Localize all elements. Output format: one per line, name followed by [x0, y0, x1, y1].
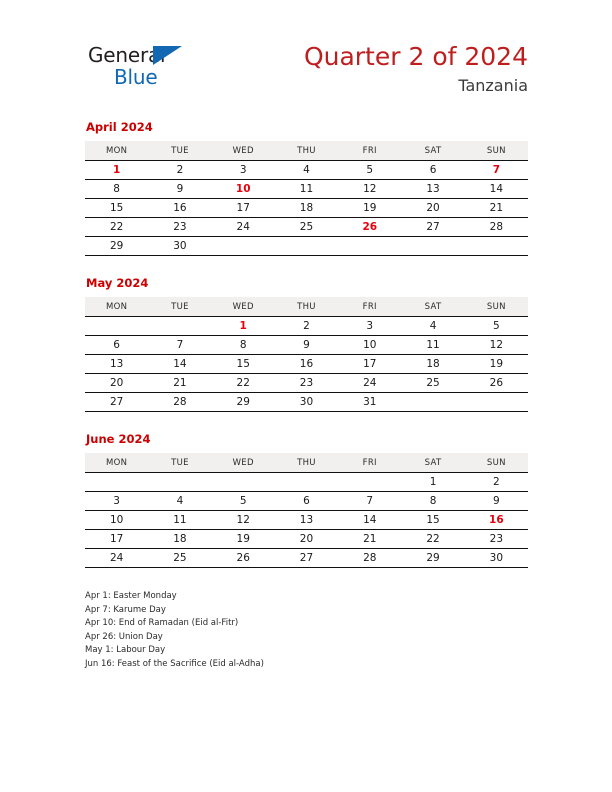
calendar-day-cell[interactable]: 28 [465, 218, 528, 237]
calendar-day-cell[interactable]: 27 [401, 218, 464, 237]
calendar-day-cell[interactable]: 17 [212, 199, 275, 218]
calendar-day-cell[interactable]: 7 [338, 492, 401, 511]
calendar-day-cell[interactable]: 12 [212, 511, 275, 530]
calendar-day-cell[interactable]: 1 [401, 473, 464, 492]
calendar-day-cell[interactable]: 26 [212, 549, 275, 568]
calendar-day-cell[interactable]: 25 [275, 218, 338, 237]
calendar-day-cell[interactable]: 2 [148, 161, 211, 180]
calendar-empty-cell [465, 393, 528, 412]
calendar-day-cell[interactable]: 5 [338, 161, 401, 180]
calendar-day-cell[interactable]: 22 [85, 218, 148, 237]
calendar-day-cell[interactable]: 16 [465, 511, 528, 530]
weekday-header-wed: WED [212, 141, 275, 161]
calendar-week-row [85, 473, 528, 492]
calendar-empty-cell [148, 317, 211, 336]
calendar-day-cell[interactable]: 28 [338, 549, 401, 568]
calendar-table [85, 297, 528, 412]
month-title: May 2024 [86, 276, 149, 290]
calendar-empty-cell [275, 237, 338, 256]
calendar-empty-cell [212, 473, 275, 492]
calendar-day-cell[interactable]: 1 [212, 317, 275, 336]
weekday-header-sat: SAT [401, 141, 464, 161]
calendar-day-cell[interactable]: 24 [212, 218, 275, 237]
calendar-day-cell[interactable]: 22 [212, 374, 275, 393]
calendar-day-cell[interactable]: 29 [212, 393, 275, 412]
calendar-day-cell[interactable]: 30 [465, 549, 528, 568]
weekday-header-thu: THU [275, 141, 338, 161]
calendar-day-cell[interactable]: 12 [465, 336, 528, 355]
holiday-note: May 1: Labour Day [85, 645, 166, 655]
weekday-header-fri: FRI [338, 453, 401, 473]
calendar-week-row [85, 549, 528, 568]
calendar-empty-cell [465, 237, 528, 256]
calendar-week-row [85, 161, 528, 180]
calendar-week-row [85, 199, 528, 218]
calendar-day-cell[interactable]: 8 [85, 180, 148, 199]
calendar-day-cell[interactable]: 16 [148, 199, 211, 218]
calendar-day-cell[interactable]: 21 [465, 199, 528, 218]
calendar-day-cell[interactable]: 4 [148, 492, 211, 511]
calendar-day-cell[interactable]: 15 [212, 355, 275, 374]
weekday-header-tue: TUE [148, 297, 211, 317]
calendar-day-cell[interactable]: 20 [85, 374, 148, 393]
logo-secondary-text: Blue [114, 65, 158, 89]
calendar-day-cell[interactable]: 4 [275, 161, 338, 180]
calendar-week-row [85, 180, 528, 199]
month-block [85, 276, 528, 412]
calendar-day-cell[interactable]: 9 [465, 492, 528, 511]
calendar-day-cell[interactable]: 17 [85, 530, 148, 549]
weekday-header-row [85, 297, 528, 317]
calendar-day-cell[interactable]: 15 [85, 199, 148, 218]
calendar-day-cell[interactable]: 25 [148, 549, 211, 568]
calendar-day-cell[interactable]: 21 [148, 374, 211, 393]
calendar-week-row [85, 393, 528, 412]
calendar-day-cell[interactable]: 18 [275, 199, 338, 218]
calendar-day-cell[interactable]: 18 [401, 355, 464, 374]
calendar-day-cell[interactable]: 2 [275, 317, 338, 336]
calendar-day-cell[interactable]: 25 [401, 374, 464, 393]
calendar-week-row [85, 237, 528, 256]
calendar-day-cell[interactable]: 27 [275, 549, 338, 568]
calendar-day-cell[interactable]: 7 [465, 161, 528, 180]
calendar-day-cell[interactable]: 26 [338, 218, 401, 237]
calendar-day-cell[interactable]: 1 [85, 161, 148, 180]
calendar-week-row [85, 218, 528, 237]
calendar-day-cell[interactable]: 9 [275, 336, 338, 355]
general-blue-logo[interactable] [88, 44, 208, 92]
holiday-note: Apr 26: Union Day [85, 631, 163, 642]
calendar-week-row [85, 492, 528, 511]
calendar-day-cell[interactable]: 23 [148, 218, 211, 237]
calendar-empty-cell [85, 473, 148, 492]
calendar-day-cell[interactable]: 14 [148, 355, 211, 374]
calendar-day-cell[interactable]: 5 [212, 492, 275, 511]
weekday-header-wed: WED [212, 297, 275, 317]
holiday-note: Apr 7: Karume Day [85, 604, 166, 615]
page-title: Quarter 2 of 2024 [303, 42, 528, 71]
calendar-week-row [85, 336, 528, 355]
calendar-table [85, 141, 528, 256]
calendar-day-cell[interactable]: 13 [275, 511, 338, 530]
calendar-day-cell[interactable]: 30 [275, 393, 338, 412]
calendar-day-cell[interactable]: 2 [465, 473, 528, 492]
calendar-day-cell[interactable]: 22 [401, 530, 464, 549]
calendar-day-cell[interactable]: 13 [401, 180, 464, 199]
calendar-day-cell[interactable]: 23 [275, 374, 338, 393]
calendar-week-row [85, 355, 528, 374]
month-title: April 2024 [86, 120, 153, 134]
calendar-empty-cell [338, 473, 401, 492]
logo-triangle-icon [153, 46, 182, 65]
calendar-day-cell[interactable]: 8 [212, 336, 275, 355]
calendar-day-cell[interactable]: 29 [85, 237, 148, 256]
calendar-day-cell[interactable]: 13 [85, 355, 148, 374]
weekday-header-thu: THU [275, 453, 338, 473]
calendar-day-cell[interactable]: 27 [85, 393, 148, 412]
calendar-day-cell[interactable]: 5 [465, 317, 528, 336]
logo-primary-text: General [88, 43, 166, 67]
weekday-header-sun: SUN [465, 297, 528, 317]
calendar-day-cell[interactable]: 3 [85, 492, 148, 511]
calendar-day-cell[interactable]: 6 [275, 492, 338, 511]
calendar-day-cell[interactable]: 20 [401, 199, 464, 218]
country-subtitle: Tanzania [458, 76, 528, 95]
calendar-day-cell[interactable]: 29 [401, 549, 464, 568]
calendar-empty-cell [401, 237, 464, 256]
calendar-day-cell[interactable]: 10 [85, 511, 148, 530]
calendar-week-row [85, 530, 528, 549]
calendar-day-cell[interactable]: 10 [212, 180, 275, 199]
weekday-header-wed: WED [212, 453, 275, 473]
calendar-day-cell[interactable]: 14 [338, 511, 401, 530]
weekday-header-fri: FRI [338, 297, 401, 317]
month-block [85, 120, 528, 256]
calendar-empty-cell [85, 317, 148, 336]
calendar-table [85, 453, 528, 568]
weekday-header-tue: TUE [148, 141, 211, 161]
calendar-day-cell[interactable]: 20 [275, 530, 338, 549]
page-header [0, 0, 612, 110]
calendar-empty-cell [401, 393, 464, 412]
month-title: June 2024 [86, 432, 151, 446]
title-block [304, 42, 528, 97]
calendar-day-cell[interactable]: 18 [148, 530, 211, 549]
calendar-day-cell[interactable]: 12 [338, 180, 401, 199]
calendar-day-cell[interactable]: 4 [401, 317, 464, 336]
calendar-empty-cell [148, 473, 211, 492]
calendar-day-cell[interactable]: 21 [338, 530, 401, 549]
calendar-week-row [85, 374, 528, 393]
calendar-day-cell[interactable]: 6 [401, 161, 464, 180]
calendar-empty-cell [212, 237, 275, 256]
month-block [85, 432, 528, 568]
calendar-day-cell[interactable]: 19 [338, 199, 401, 218]
calendar-day-cell[interactable]: 10 [338, 336, 401, 355]
weekday-header-sun: SUN [465, 453, 528, 473]
calendar-day-cell[interactable]: 11 [275, 180, 338, 199]
calendar-week-row [85, 511, 528, 530]
weekday-header-row [85, 453, 528, 473]
calendar-day-cell[interactable]: 6 [85, 336, 148, 355]
calendar-day-cell[interactable]: 17 [338, 355, 401, 374]
calendar-day-cell[interactable]: 8 [401, 492, 464, 511]
calendar-day-cell[interactable]: 3 [338, 317, 401, 336]
calendar-day-cell[interactable]: 7 [148, 336, 211, 355]
weekday-header-sun: SUN [465, 141, 528, 161]
calendar-week-row [85, 317, 528, 336]
calendar-day-cell[interactable]: 24 [85, 549, 148, 568]
calendar-day-cell[interactable]: 9 [148, 180, 211, 199]
holiday-note: Apr 10: End of Ramadan (Eid al-Fitr) [85, 618, 239, 628]
calendar-day-cell[interactable]: 28 [148, 393, 211, 412]
calendar-day-cell[interactable]: 15 [401, 511, 464, 530]
calendar-day-cell[interactable]: 11 [401, 336, 464, 355]
weekday-header-row [85, 141, 528, 161]
weekday-header-thu: THU [275, 297, 338, 317]
calendar-day-cell[interactable]: 11 [148, 511, 211, 530]
weekday-header-sat: SAT [401, 453, 464, 473]
calendar-empty-cell [275, 473, 338, 492]
holiday-notes-list [85, 590, 525, 671]
calendar-day-cell[interactable]: 3 [212, 161, 275, 180]
weekday-header-mon: MON [85, 453, 148, 473]
calendar-day-cell[interactable]: 19 [465, 355, 528, 374]
weekday-header-mon: MON [85, 297, 148, 317]
holiday-note: Jun 16: Feast of the Sacrifice (Eid al-Adha) [85, 658, 264, 669]
weekday-header-tue: TUE [148, 453, 211, 473]
calendar-day-cell[interactable]: 14 [465, 180, 528, 199]
calendar-day-cell[interactable]: 16 [275, 355, 338, 374]
calendar-day-cell[interactable]: 19 [212, 530, 275, 549]
weekday-header-mon: MON [85, 141, 148, 161]
calendar-day-cell[interactable]: 26 [465, 374, 528, 393]
calendar-day-cell[interactable]: 30 [148, 237, 211, 256]
calendar-day-cell[interactable]: 24 [338, 374, 401, 393]
calendar-empty-cell [338, 237, 401, 256]
weekday-header-fri: FRI [338, 141, 401, 161]
weekday-header-sat: SAT [401, 297, 464, 317]
calendar-day-cell[interactable]: 31 [338, 393, 401, 412]
calendar-day-cell[interactable]: 23 [465, 530, 528, 549]
holiday-note: Apr 1: Easter Monday [85, 591, 177, 601]
